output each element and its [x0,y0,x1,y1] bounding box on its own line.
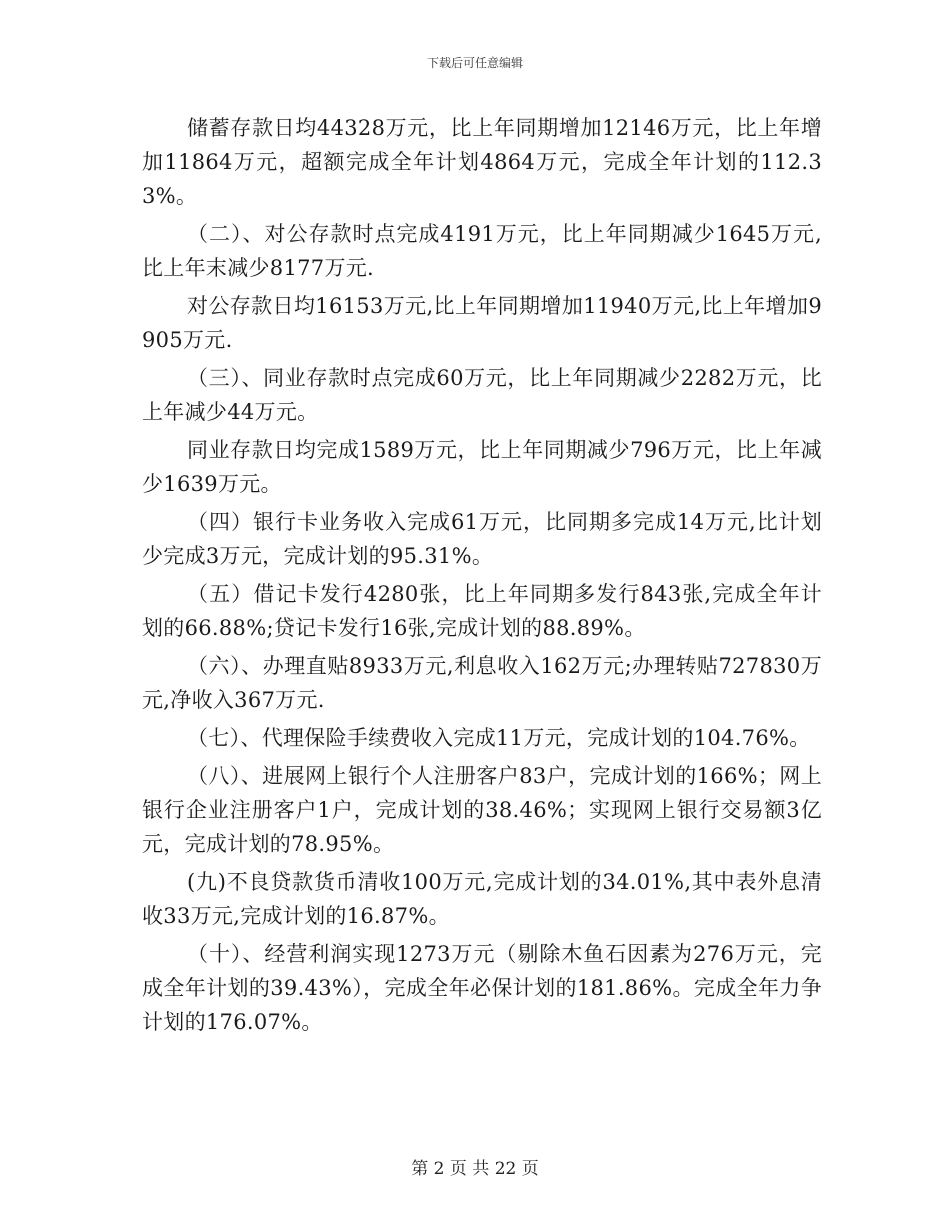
paragraph-interbank-deposits-daily: 同业存款日均完成1589万元，比上年同期减少796万元，比上年减少1639万元。 [142,438,822,496]
page-header: 下载后可任意编辑 [426,56,523,70]
paragraph-insurance-fees: （七）、代理保险手续费收入完成11万元，完成计划的104.76%。 [187,726,811,750]
page-number: 第 2 页 共 22 页 [411,1159,539,1179]
document-body [142,111,822,1043]
paragraph-corporate-deposits-point: （二）、对公存款时点完成4191万元，比上年同期减少1645万元,比上年末减少8177万元. [142,222,822,280]
paragraph-interbank-deposits-point: （三）、同业存款时点完成60万元，比上年同期减少2282万元，比上年减少44万元。 [142,366,822,424]
paragraph-bank-card-income: （四）银行卡业务收入完成61万元，比同期多完成14万元,比计划少完成3万元，完成计划的95.31%。 [142,510,822,568]
paragraph-discount-business: （六）、办理直贴8933万元,利息收入162万元;办理转贴727830万元,净收入367万元. [142,654,822,712]
paragraph-operating-profit: （十）、经营利润实现1273万元（剔除木鱼石因素为276万元，完成全年计划的39.43%），完成全年必保计划的181.86%。完成全年力争计划的176.07%。 [142,942,822,1034]
paragraph-online-banking: （八）、进展网上银行个人注册客户83户，完成计划的166%；网上银行企业注册客户1户，完成计划的38.46%；实现网上银行交易额3亿元，完成计划的78.95%。 [142,764,822,856]
paragraph-savings-daily-average: 储蓄存款日均44328万元，比上年同期增加12146万元，比上年增加11864万元，超额完成全年计划4864万元，完成全年计划的112.33%。 [142,116,822,208]
paragraph-corporate-deposits-daily: 对公存款日均16153万元,比上年同期增加11940万元,比上年增加9905万元. [142,294,822,352]
paragraph-card-issuance: （五）借记卡发行4280张，比上年同期多发行843张,完成全年计划的66.88%;贷记卡发行16张,完成计划的88.89%。 [142,582,822,640]
paragraph-bad-loan-recovery: (九)不良贷款货币清收100万元,完成计划的34.01%,其中表外息清收33万元,完成计划的16.87%。 [142,870,822,928]
